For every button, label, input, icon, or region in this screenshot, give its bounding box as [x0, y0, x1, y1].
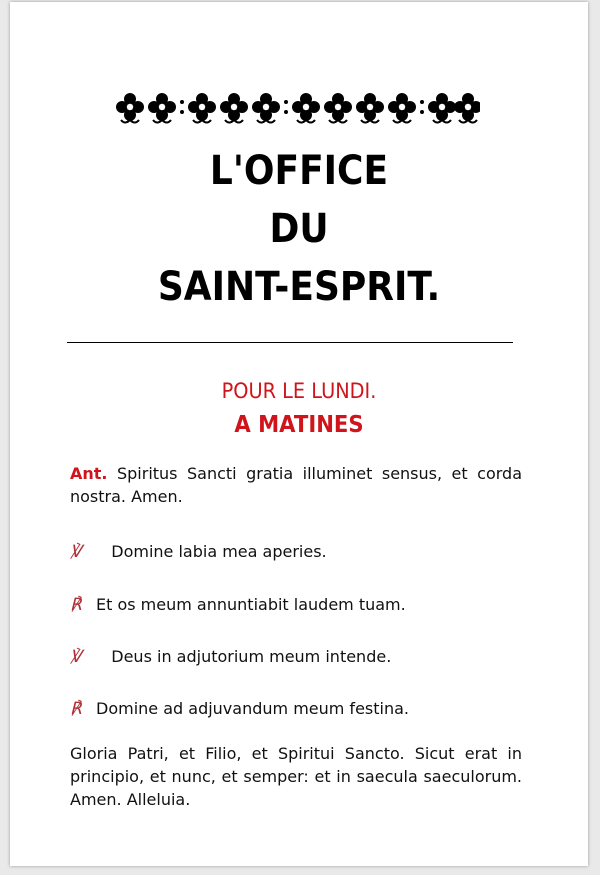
- response-icon: ℟: [70, 699, 82, 719]
- response-text: Domine ad adjuvandum meum festina.: [96, 699, 409, 718]
- decorative-fleuron-band: [110, 88, 480, 132]
- hour-heading: A MATINES: [234, 412, 364, 438]
- versicle-row: [70, 645, 540, 669]
- response-row: [70, 697, 540, 721]
- versicle-icon: ℣: [70, 542, 82, 562]
- response-text: Et os meum annuntiabit laudem tuam.: [96, 595, 406, 614]
- response-icon: ℟: [70, 595, 82, 615]
- versicle-row: [70, 540, 540, 564]
- title-line-2: DU: [269, 206, 329, 252]
- versicle-text: Domine labia mea aperies.: [111, 542, 327, 561]
- title-line-1: L'OFFICE: [209, 148, 389, 194]
- versicle-text: Deus in adjutorium meum intende.: [111, 647, 392, 666]
- office-title: [39, 142, 559, 316]
- antiphon: [70, 462, 522, 508]
- day-heading: POUR LE LUNDI.: [221, 379, 377, 403]
- response-row: [70, 593, 540, 617]
- antiphon-label: Ant.: [70, 464, 108, 483]
- title-line-3: SAINT-ESPRIT.: [157, 264, 441, 310]
- doxology: Gloria Patri, et Filio, et Spiritui Sancto. Sicut erat in principio, et nunc, et semper: et in saecula saeculorum. Amen. Alleluia.: [70, 744, 522, 809]
- versicle-icon: ℣: [70, 647, 82, 667]
- fleuron-row: [116, 93, 480, 123]
- section-heading: [33, 374, 565, 442]
- antiphon-text: Spiritus Sancti gratia illuminet sensus, et corda nostra. Amen.: [70, 464, 522, 506]
- document-page: [10, 2, 588, 866]
- title-divider: [67, 342, 513, 343]
